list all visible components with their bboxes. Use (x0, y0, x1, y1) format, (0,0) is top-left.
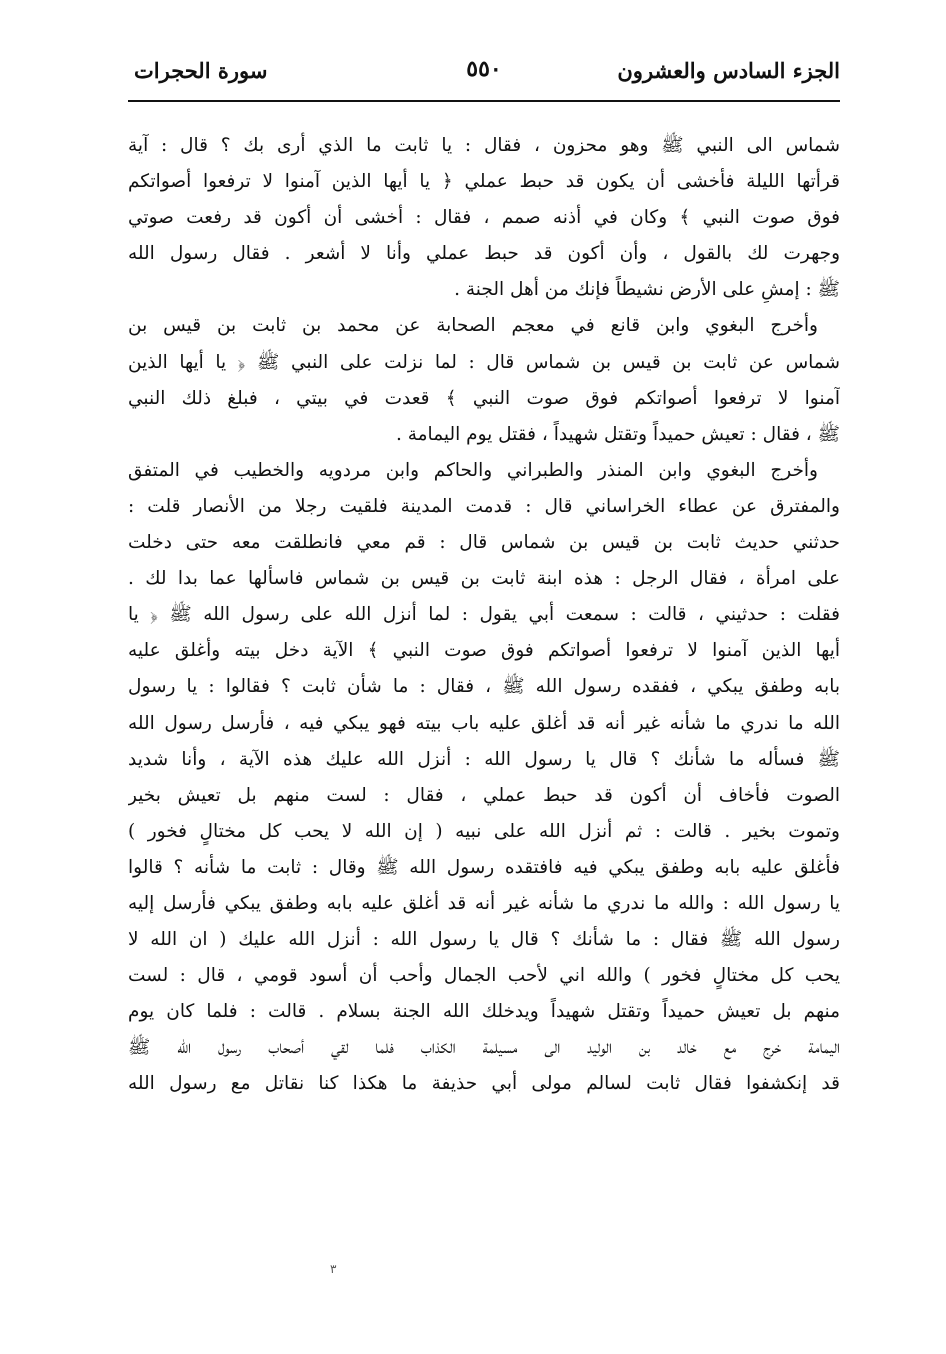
text-line: منهم بل تعيش حميداً وتقتل شهيداً ويدخلك الله الجنة بسلام . قالت : فلما كان يوم (128, 1001, 840, 1023)
text-line: الله ما ندري ما شأنه غير أنه قد أغلق عليه باب بيته فهو يبكي فيه ، فأرسل رسول الله (128, 712, 840, 734)
text-line: حدثني حديث ثابت بن قيس بن شماس قال : قم معي فانطلقت معه حتى دخلت (128, 532, 840, 554)
text-line: قرأتها الليلة فأخشى أن يكون قد حبط عملي ﴿ يا أيها الذين آمنوا لا ترفعوا أصواتكم (128, 171, 840, 193)
text-line: شماس الى النبي ﷺ وهو محزون ، فقال : يا ثابت ما الذي أرى بك ؟ قال : آية (128, 135, 840, 156)
text-line: وجهرت لك بالقول ، وأن أكون قد حبط عملي وأنا لا أشعر . فقال رسول الله (128, 243, 840, 265)
text-line: على امرأة ، فقال الرجل : هذه ابنة ثابت بن قيس بن شماس فاسألها عما بدا لك . (128, 568, 840, 590)
page-header (128, 52, 840, 96)
text-line: بابه وطفق يبكي ، ففقده رسول الله ﷺ ، فقال : ما شأن ثابت ؟ فقالوا : يا رسول (128, 676, 840, 698)
text-line: الصوت فأخاف أن أكون قد حبط عملي ، فقال : لست منهم بل تعيش بخير (128, 784, 840, 806)
text-line: رسول الله ﷺ فقال : ما شأنك ؟ قال يا رسول الله : أنزل الله عليك ( ان الله لا (128, 929, 840, 951)
text-line: شماس عن ثابت بن قيس بن شماس قال : لما نزلت على النبي ﷺ ﴿ يا أيها الذين (128, 351, 840, 373)
text-line: يا رسول الله : والله ما ندري ما شأنه غير أنه قد أغلق عليه بابه وطفق يبكي فأرسل إليه (128, 892, 840, 914)
text-line: وأخرج البغوي وابن قانع في معجم الصحابة عن محمد بن ثابت بن قيس بن (128, 315, 818, 337)
text-line: أيها الذين آمنوا لا ترفعوا أصواتكم فوق صوت النبي ﴾ الآية دخل بيته وأغلق عليه (128, 640, 840, 662)
text-line: وتموت بخير . قالت : ثم أنزل الله على نبيه ( إن الله لا يحب كل مختالٍ فخور ) (128, 820, 840, 842)
text-line: آمنوا لا ترفعوا أصواتكم فوق صوت النبي ﴾ قعدت في بيتي ، فبلغ ذلك النبي (128, 387, 840, 409)
text-line: يحب كل مختالٍ فخور ) والله اني لأحب الجمال وأحب أن أسود قومي ، قال : لست (128, 965, 840, 987)
text-line: اليمامة خرج مع خالد بن الوليد الى مسيلمة الكذاب فلما لقي أصحاب رسول الله ﷺ (128, 1037, 840, 1059)
text-line: ﷺ ، فقال : تعيش حميداً وتقتل شهيداً ، فقتل يوم اليمامة . (395, 423, 840, 445)
text-line: والمفترق عن عطاء الخراساني قال : قدمت المدينة فلقيت رجلا من الأنصار قلت : (128, 495, 840, 517)
text-line: فقلت : حدثيني ، قالت : سمعت أبي يقول : لما أنزل الله على رسول الله ﷺ ﴿ يا (128, 604, 840, 626)
text-line: ﷺ فسأله ما شأنك ؟ قال يا رسول الله : أنزل الله عليك هذه الآية ، وأنا شديد (128, 748, 840, 770)
text-line: وأخرج البغوي وابن المنذر والطبراني والحاكم وابن مردويه والخطيب في المتفق (128, 459, 818, 481)
juz-title: الجزء السادس والعشرون (617, 58, 840, 83)
text-line: فأغلق عليه بابه وطفق يبكي فيه فافتقده رسول الله ﷺ وقال : ثابت ما شأنه ؟ قالوا (128, 856, 840, 878)
text-line: فوق صوت النبي ﴾ وكان في أذنه صمم ، فقال : أخشى أن أكون قد رفعت صوتي (128, 207, 840, 229)
text-line: ﷺ : إمشِ على الأرض نشيطاً فإنك من أهل الجنة . (454, 279, 840, 301)
text-line: قد إنكشفوا فقال ثابت لسالم مولى أبي حذيفة ما هكذا كنا نقاتل مع رسول الله (128, 1073, 840, 1095)
text-body (128, 128, 840, 1103)
page-number: ٥٥٠ (466, 56, 502, 82)
footer-mark: ٣ (330, 1262, 337, 1276)
header-rule (128, 100, 840, 102)
surah-title: سورة الحجرات (134, 58, 268, 83)
